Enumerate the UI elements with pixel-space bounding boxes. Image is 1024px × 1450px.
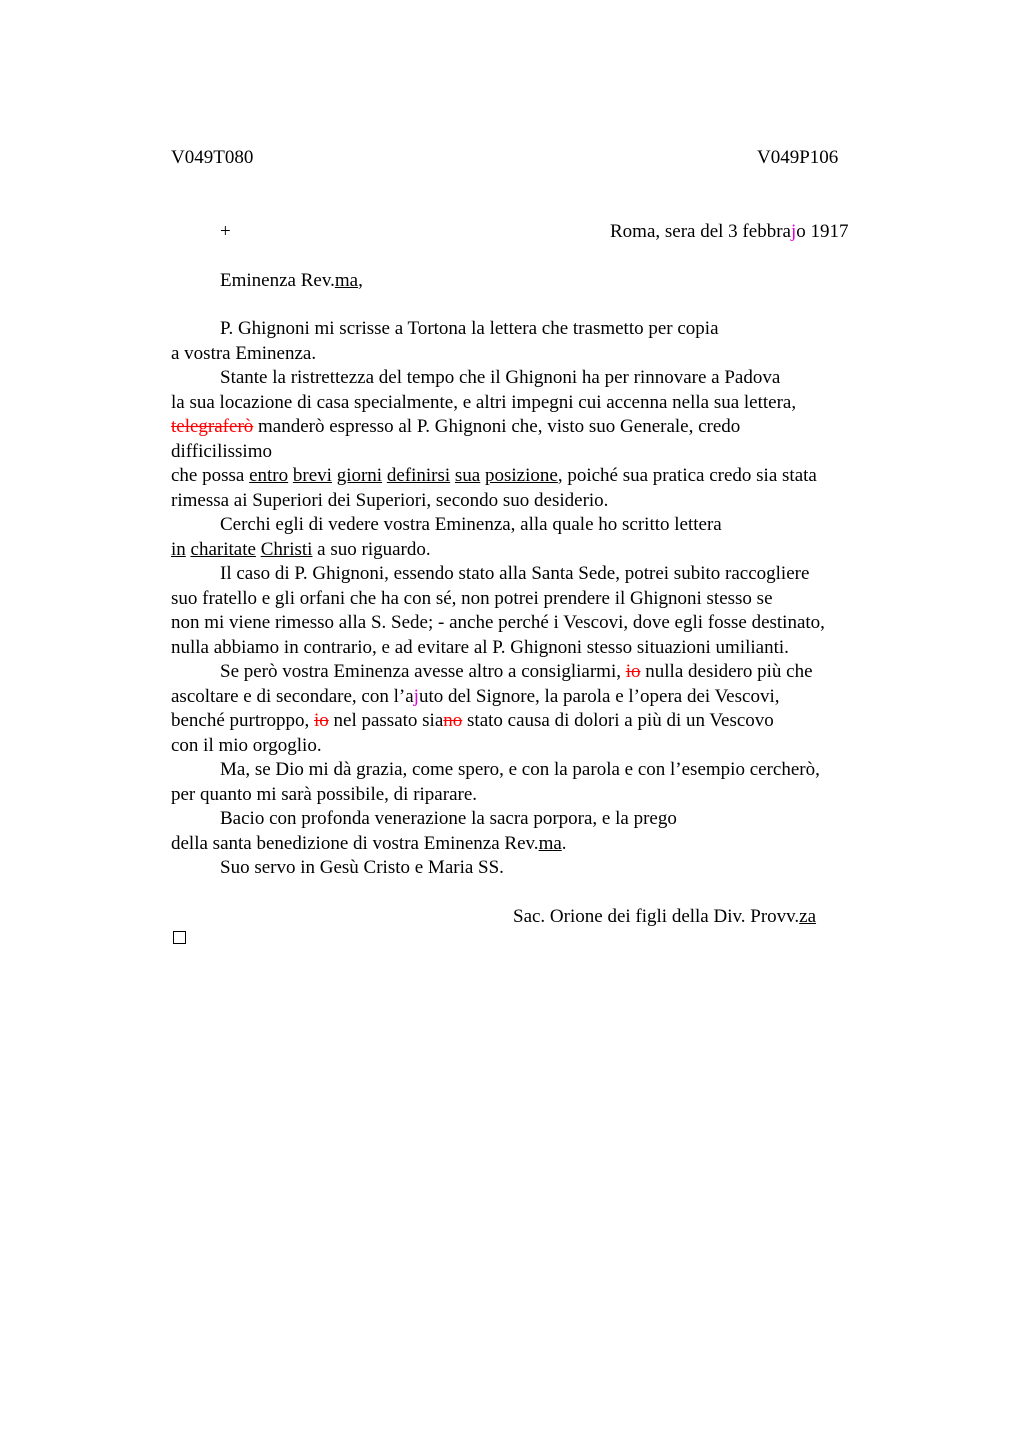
document-code-right: V049P106 <box>757 147 839 168</box>
body-line <box>171 464 911 489</box>
body-line: Bacio con profonda venerazione la sacra porpora, e la prego <box>220 808 677 829</box>
underlined-word: in <box>171 538 186 560</box>
deleted-word: io <box>625 661 641 682</box>
underlined-word: giorni <box>336 465 383 486</box>
body-line <box>171 685 911 710</box>
underlined-word: posizione <box>484 465 558 486</box>
body-line: nulla abbiamo in contrario, e ad evitare al P. Ghignoni stesso situazioni umilianti. <box>171 636 789 658</box>
body-line: a vostra Eminenza. <box>171 342 317 364</box>
salutation-text: Eminenza Rev. <box>220 270 335 291</box>
signature-abbreviation: za <box>799 906 817 927</box>
body-text: stato causa di dolori a più di un Vescovo <box>462 710 774 731</box>
body-line <box>171 709 911 734</box>
inserted-letter: j <box>413 685 419 707</box>
underlined-word: entro <box>249 465 289 486</box>
date-inserted-letter: j <box>790 221 797 242</box>
underlined-word: Christi <box>260 538 313 560</box>
date-line <box>610 220 849 245</box>
end-checkbox-mark <box>173 931 186 944</box>
body-line: difficilissimo <box>171 440 272 462</box>
underlined-word: brevi <box>292 465 332 486</box>
signature <box>513 905 816 930</box>
body-line <box>171 415 911 440</box>
body-text: della santa benedizione di vostra Eminenza Rev. <box>171 832 539 854</box>
body-text: nel passato sia <box>328 710 444 731</box>
body-line: per quanto mi sarà possibile, di riparare. <box>171 783 478 805</box>
cross-mark: + <box>220 221 231 242</box>
body-line: Suo servo in Gesù Cristo e Maria SS. <box>220 857 504 878</box>
body-text: manderò espresso al P. Ghignoni che, visto suo Generale, credo <box>253 416 741 437</box>
deleted-word: io <box>313 710 329 731</box>
body-text: , poiché sua pratica credo sia stata <box>557 465 817 486</box>
body-line: non mi viene rimesso alla S. Sede; - anche perché i Vescovi, dove egli fosse destinato, <box>171 612 825 633</box>
underlined-abbreviation: ma <box>538 832 562 854</box>
body-line: Ma, se Dio mi dà grazia, come spero, e con la parola e con l’esempio cercherò, <box>220 759 820 780</box>
body-text: ascoltare e di secondare, con l’a <box>171 685 414 707</box>
deleted-word: telegraferò <box>171 416 254 437</box>
salutation-comma: , <box>358 270 363 291</box>
underlined-word: sua <box>454 465 481 486</box>
body-text: benché purtroppo, <box>171 710 314 731</box>
deleted-letters: no <box>443 710 463 731</box>
body-text: che possa <box>171 465 250 486</box>
body-line <box>171 538 911 563</box>
body-text: uto del Signore, la parola e l’opera dei Vescovi, <box>418 685 780 707</box>
document-code-left: V049T080 <box>171 147 254 168</box>
date-text: Roma, sera del 3 febbra <box>610 221 791 242</box>
body-text: Se però vostra Eminenza avesse altro a consigliarmi, <box>220 661 626 682</box>
signature-text: Sac. Orione dei figli della Div. Provv. <box>513 906 800 927</box>
salutation <box>220 269 363 294</box>
body-text: nulla desidero più che <box>640 661 813 682</box>
underlined-word: definirsi <box>386 465 451 486</box>
body-line: la sua locazione di casa specialmente, e altri impegni cui accenna nella sua lettera, <box>171 391 797 413</box>
body-text: a suo riguardo. <box>312 538 431 560</box>
body-line: Il caso di P. Ghignoni, essendo stato alla Santa Sede, potrei subito raccogliere <box>220 563 810 584</box>
salutation-abbreviation: ma <box>334 270 359 291</box>
underlined-word: charitate <box>190 538 256 560</box>
body-line <box>171 832 911 857</box>
body-line: P. Ghignoni mi scrisse a Tortona la lettera che trasmetto per copia <box>220 318 719 339</box>
body-line: Stante la ristrettezza del tempo che il Ghignoni ha per rinnovare a Padova <box>220 367 781 388</box>
date-text-end: o 1917 <box>796 221 849 242</box>
body-text: . <box>561 832 567 854</box>
body-line: con il mio orgoglio. <box>171 734 322 756</box>
letter-body <box>171 317 911 881</box>
body-line: rimessa ai Superiori dei Superiori, secondo suo desiderio. <box>171 489 609 511</box>
body-line: suo fratello e gli orfani che ha con sé, non potrei prendere il Ghignoni stesso se <box>171 587 773 609</box>
body-line: Cerchi egli di vedere vostra Eminenza, alla quale ho scritto lettera <box>220 514 722 535</box>
body-line <box>171 660 911 685</box>
